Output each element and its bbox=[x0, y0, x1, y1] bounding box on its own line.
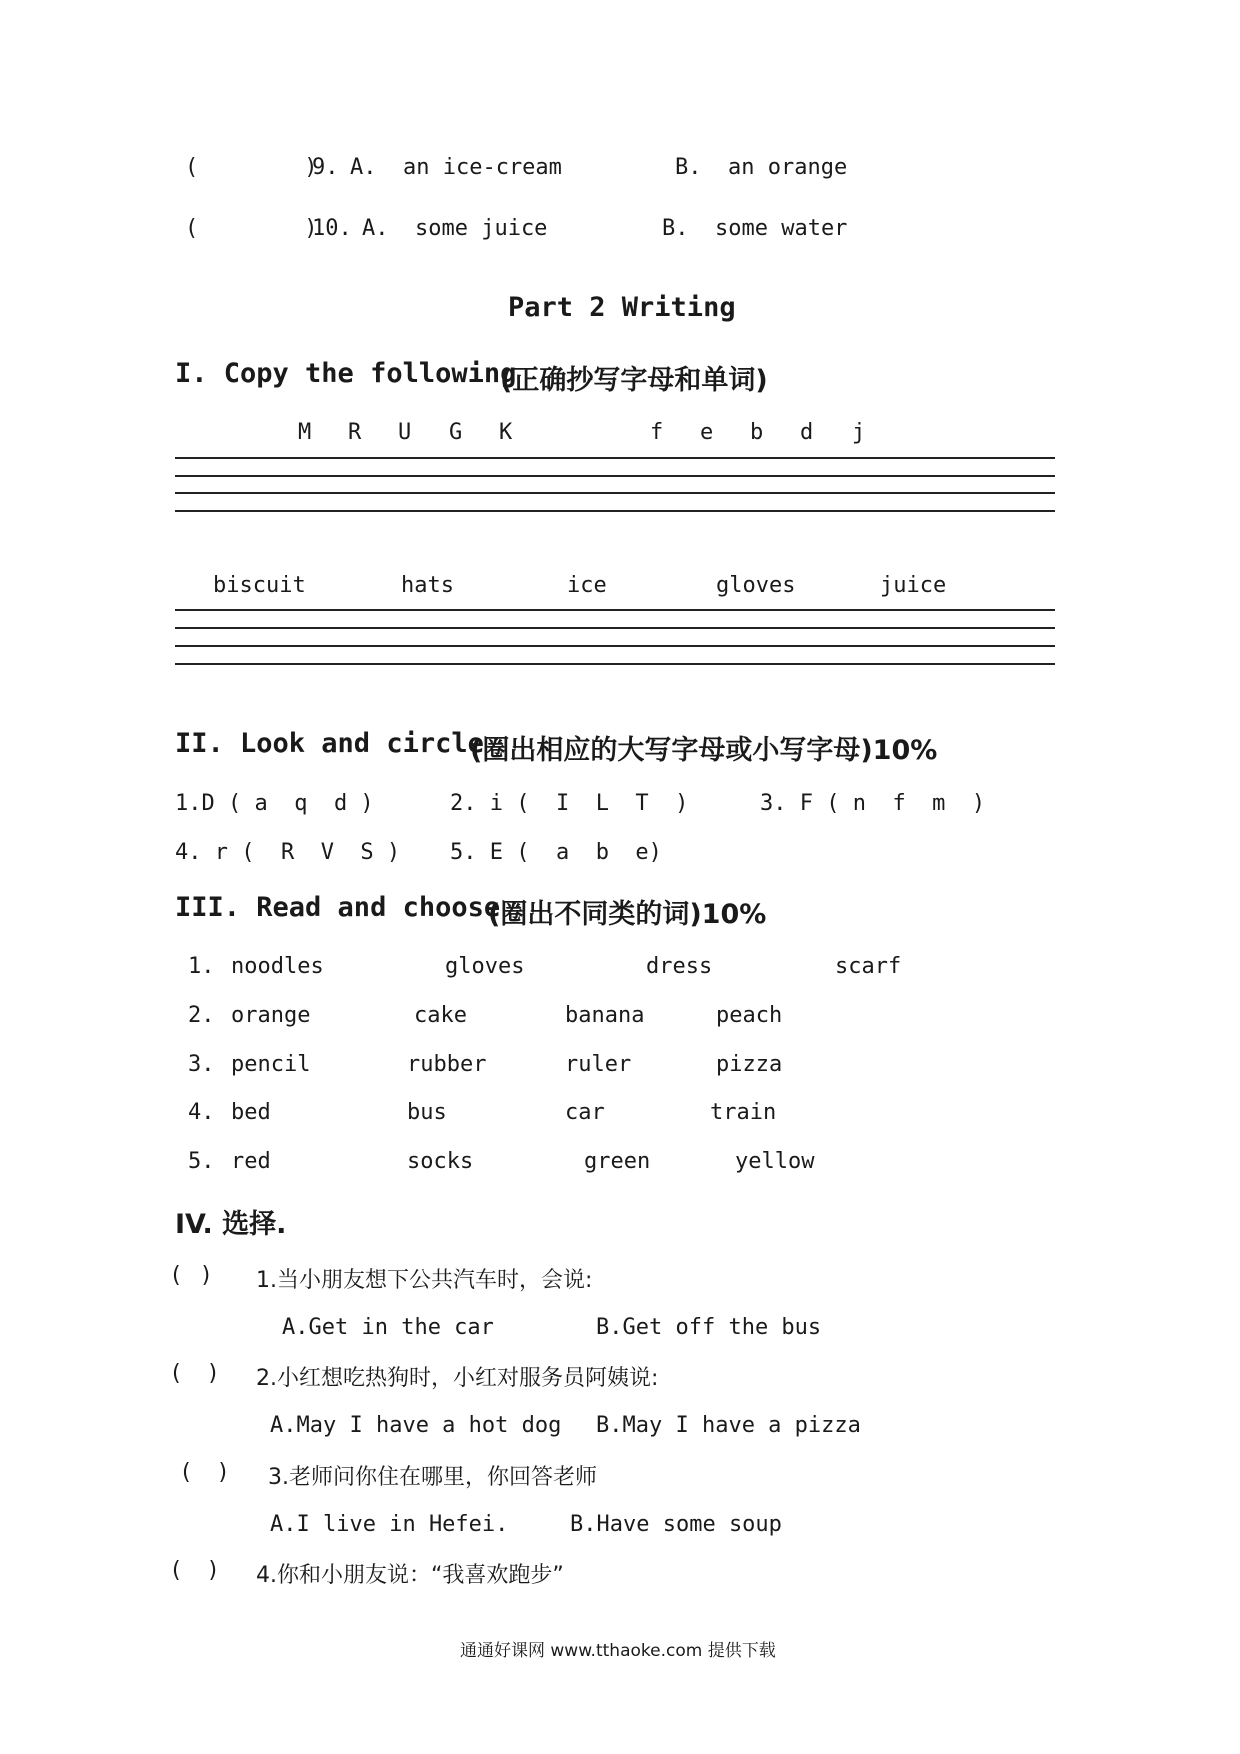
lowercase-letter: b bbox=[750, 420, 764, 445]
word-option[interactable]: ruler bbox=[565, 1052, 632, 1077]
row-number: 4. bbox=[188, 1100, 215, 1125]
circle-item[interactable]: 5. E ( a b e) bbox=[450, 840, 662, 865]
option-b: B.Get off the bus bbox=[596, 1315, 822, 1340]
word-option[interactable]: green bbox=[584, 1149, 651, 1174]
word-option[interactable]: gloves bbox=[445, 954, 525, 979]
option-b: B. an orange bbox=[675, 155, 848, 180]
option-b: B. some water bbox=[662, 216, 848, 241]
circle-item[interactable]: 4. r ( R V S ) bbox=[175, 840, 401, 865]
question-text: 1.当小朋友想下公共汽车时，会说: bbox=[256, 1268, 593, 1293]
word-option[interactable]: peach bbox=[716, 1003, 783, 1028]
writing-line bbox=[175, 457, 1055, 459]
circle-item[interactable]: 2. i ( I L T ) bbox=[450, 791, 689, 816]
word-option[interactable]: dress bbox=[646, 954, 713, 979]
section-2-title: II. Look and circle bbox=[175, 728, 484, 759]
capital-letter: K bbox=[499, 420, 513, 445]
answer-paren[interactable]: ( ) bbox=[172, 1263, 211, 1288]
writing-line bbox=[175, 627, 1055, 629]
option-a: A.I live in Hefei. bbox=[270, 1512, 509, 1537]
row-number: 3. bbox=[188, 1052, 215, 1077]
capital-letter: M bbox=[298, 420, 312, 445]
writing-line bbox=[175, 475, 1055, 477]
capital-letter: G bbox=[449, 420, 463, 445]
word-option[interactable]: bed bbox=[231, 1100, 271, 1125]
word-option[interactable]: rubber bbox=[407, 1052, 487, 1077]
circle-item[interactable]: 3. F ( n f m ) bbox=[760, 791, 986, 816]
copy-word: gloves bbox=[716, 573, 796, 598]
answer-paren[interactable]: ( ) bbox=[172, 1558, 218, 1583]
part-title: Part 2 Writing bbox=[508, 292, 736, 323]
lowercase-letter: j bbox=[852, 420, 866, 445]
word-option[interactable]: orange bbox=[231, 1003, 311, 1028]
lowercase-letter: d bbox=[800, 420, 814, 445]
writing-line bbox=[175, 609, 1055, 611]
answer-paren[interactable]: ( ) bbox=[185, 155, 318, 180]
section-1-instruction: (正确抄写字母和单词) bbox=[500, 365, 768, 396]
word-option[interactable]: pencil bbox=[231, 1052, 311, 1077]
row-number: 1. bbox=[188, 954, 215, 979]
copy-word: biscuit bbox=[213, 573, 306, 598]
writing-line bbox=[175, 663, 1055, 665]
word-option[interactable]: cake bbox=[414, 1003, 467, 1028]
capital-letter: R bbox=[348, 420, 362, 445]
section-2-instruction: (圈出相应的大写字母或小写字母)10% bbox=[470, 735, 938, 766]
word-option[interactable]: car bbox=[565, 1100, 605, 1125]
option-a: A.May I have a hot dog bbox=[270, 1413, 562, 1438]
option-a: A. an ice-cream bbox=[350, 155, 562, 180]
question-text: 2.小红想吃热狗时，小红对服务员阿姨说: bbox=[256, 1366, 659, 1391]
word-option[interactable]: banana bbox=[565, 1003, 645, 1028]
writing-line bbox=[175, 510, 1055, 512]
section-3-title: III. Read and choose bbox=[175, 892, 501, 923]
writing-line bbox=[175, 492, 1055, 494]
word-option[interactable]: pizza bbox=[716, 1052, 783, 1077]
word-option[interactable]: scarf bbox=[835, 954, 902, 979]
answer-paren[interactable]: ( ) bbox=[182, 1460, 228, 1485]
question-text: 3.老师问你住在哪里，你回答老师 bbox=[268, 1465, 597, 1490]
section-4-title: IV. 选择. bbox=[175, 1209, 287, 1240]
word-option[interactable]: train bbox=[710, 1100, 777, 1125]
copy-word: hats bbox=[401, 573, 454, 598]
section-1-title: I. Copy the following bbox=[175, 358, 517, 389]
section-3-instruction: (圈出不同类的词)10% bbox=[488, 899, 767, 930]
item-number: 10. bbox=[312, 216, 352, 241]
option-b: B.May I have a pizza bbox=[596, 1413, 861, 1438]
answer-paren[interactable]: ( ) bbox=[172, 1361, 218, 1386]
writing-line bbox=[175, 645, 1055, 647]
copy-word: juice bbox=[880, 573, 947, 598]
question-text: 4.你和小朋友说：“我喜欢跑步” bbox=[256, 1563, 564, 1588]
word-option[interactable]: socks bbox=[407, 1149, 474, 1174]
option-b: B.Have some soup bbox=[570, 1512, 782, 1537]
footer-credit: 通通好课网 www.tthaoke.com 提供下载 bbox=[460, 1641, 776, 1661]
word-option[interactable]: red bbox=[231, 1149, 271, 1174]
circle-item[interactable]: 1.D ( a q d ) bbox=[175, 791, 374, 816]
word-option[interactable]: noodles bbox=[231, 954, 324, 979]
word-option[interactable]: yellow bbox=[735, 1149, 815, 1174]
lowercase-letter: e bbox=[700, 420, 714, 445]
copy-word: ice bbox=[567, 573, 607, 598]
option-a: A.Get in the car bbox=[282, 1315, 494, 1340]
row-number: 2. bbox=[188, 1003, 215, 1028]
word-option[interactable]: bus bbox=[407, 1100, 447, 1125]
lowercase-letter: f bbox=[650, 420, 664, 445]
answer-paren[interactable]: ( ) bbox=[185, 216, 318, 241]
row-number: 5. bbox=[188, 1149, 215, 1174]
option-a: A. some juice bbox=[362, 216, 548, 241]
item-number: 9. bbox=[312, 155, 339, 180]
capital-letter: U bbox=[398, 420, 412, 445]
